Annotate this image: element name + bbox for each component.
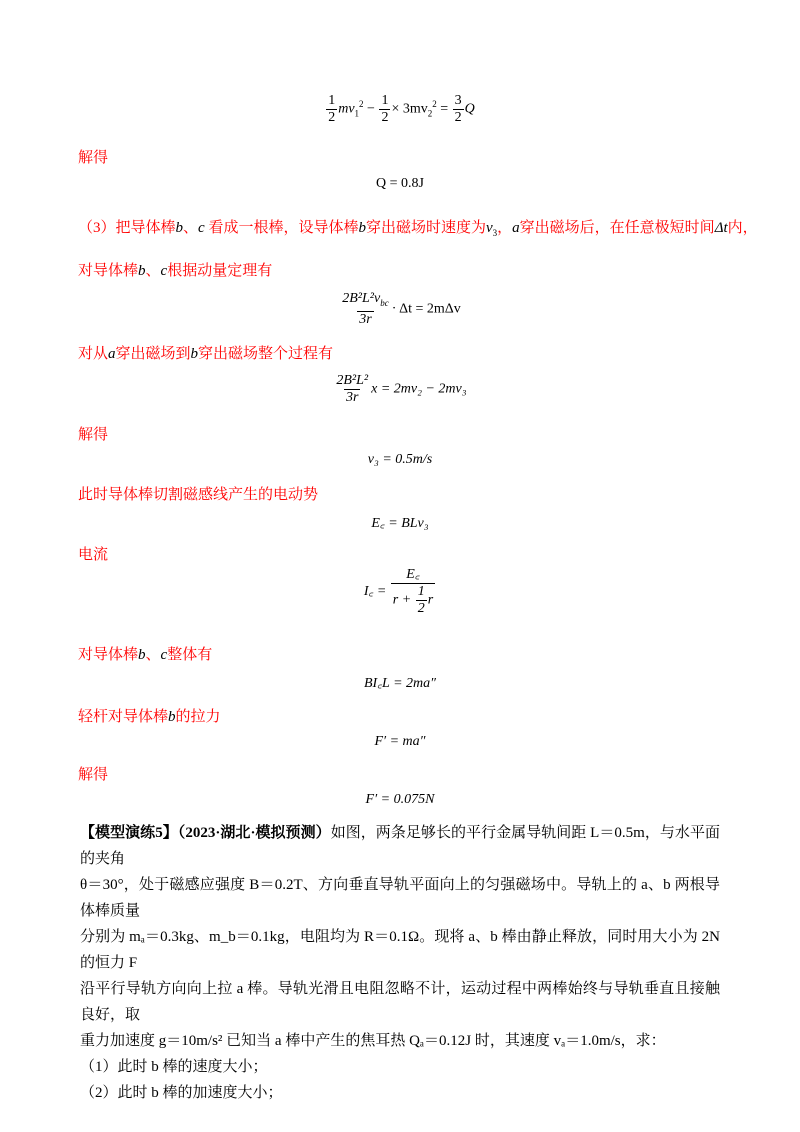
current-equation: I꜀ = E꜀ r + $\frac{1}{2}$ r — [363, 567, 434, 616]
tension-equation: F′ = ma″ — [374, 734, 426, 749]
question-2: （2）此时 b 棒的加速度大小； — [80, 1085, 283, 1101]
problem-line-5: 重力加速度 g＝10m/s² 已知当 a 棒中产生的焦耳热 Qₐ＝0.12J 时，其速度 vₐ＝1.0m/s，求： — [80, 1033, 666, 1049]
momentum-theorem-line: 对导体棒b、c根据动量定理有 — [78, 263, 273, 279]
problem-line-4: 沿平行导轨方向向上拉 a 棒。导轨光滑且电阻忽略不计，运动过程中两棒始终与导轨垂直且接触良好，取 — [80, 981, 720, 1023]
displacement-equation: $\frac{\text{2B²L²}}{3r}$ x = 2mv₂ − 2mv₃ — [336, 373, 467, 405]
whole-process-line: 对从a穿出磁场到b穿出磁场整个过程有 — [78, 346, 334, 362]
part3-intro-line: （3）把导体棒b、c 看成一根棒，设导体棒b穿出磁场时速度为$v_3$，a穿出磁场后，在任意极短时间Δt内， — [78, 220, 758, 238]
current-line: 电流 — [78, 547, 109, 563]
problem-line-1: 【模型演练5】（2023·湖北·模拟预测）如图，两条足够长的平行金属导轨间距 L＝0.5m，与水平面的夹角 — [80, 825, 720, 867]
fraction-half-3: $\frac{1}{2}$ — [417, 584, 425, 616]
momentum-equation: $\frac{2B^2L^2v_{bc}}{3r}$ · Δt = 2mΔv — [342, 291, 461, 327]
rod-tension-line: 轻杆对导体棒b的拉力 — [78, 709, 221, 725]
problem-line-2: θ＝30°，处于磁感应强度 B＝0.2T、方向垂直导轨平面向上的匀强磁场中。导轨上的 a、b 两根导体棒质量 — [80, 877, 720, 919]
newton-equation-whole: BI꜀L = 2ma″ — [364, 676, 436, 691]
fraction-three-halves: $\frac{3}{2}$ — [454, 93, 462, 125]
question-1: （1）此时 b 棒的速度大小； — [80, 1059, 268, 1075]
problem-line-3: 分别为 mₐ＝0.3kg、m_b＝0.1kg，电阻均为 R＝0.1Ω。现将 a、b 棒由静止释放，同时用大小为 2N 的恒力 F — [80, 929, 720, 971]
fraction-half-2: $\frac{1}{2}$ — [381, 93, 389, 125]
emf-line: 此时导体棒切割磁感线产生的电动势 — [78, 487, 319, 503]
problem-statement — [80, 820, 720, 1106]
heat-result: Q = 0.8J — [376, 176, 424, 191]
fraction-current: E꜀ r + $\frac{1}{2}$ r — [392, 567, 434, 616]
fraction-coefficient: $\frac{\text{2B²L²}}{3r}$ — [336, 373, 369, 405]
fraction-half: $\frac{1}{2}$ — [328, 93, 336, 125]
solve-label-1: 解得 — [78, 150, 109, 166]
velocity-result: v₃ = 0.5m/s — [367, 452, 433, 467]
solve-label-2: 解得 — [78, 427, 109, 443]
emf-equation: E꜀ = BLv₃ — [371, 516, 429, 531]
solve-label-3: 解得 — [78, 767, 109, 783]
energy-equation: $\frac{1}{2}$ $mv_1^2$ − $\frac{1}{2}$ × $3mv_2^2$ = $\frac{3}{2}$ Q — [328, 93, 475, 125]
fraction-force-coefficient: $\frac{2B^2L^2v_{bc}}{3r}$ — [342, 291, 389, 327]
whole-body-line: 对导体棒b、c整体有 — [78, 647, 213, 663]
tension-result: F′ = 0.075N — [365, 792, 435, 807]
